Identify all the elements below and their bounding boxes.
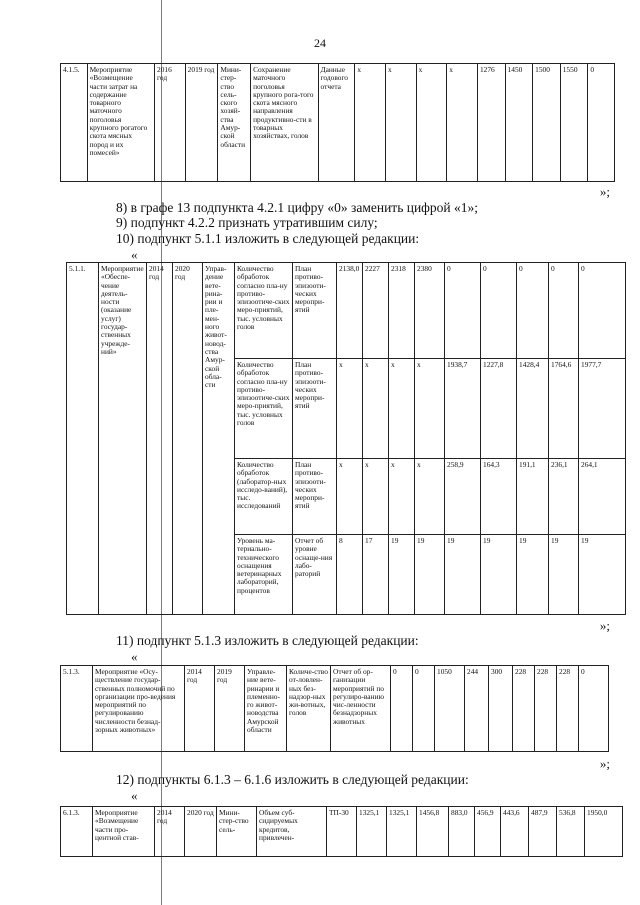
start-year: 2014 год bbox=[185, 666, 215, 752]
value-cell: x bbox=[415, 459, 445, 535]
event-name: Мероприятие «Возмещение части про-центной став- bbox=[93, 807, 155, 857]
value-cell: x bbox=[416, 64, 447, 182]
instruction-10: 10) подпункт 5.1.1 изложить в следующей редакции: bbox=[116, 231, 420, 246]
value-cell: 8 bbox=[337, 535, 363, 615]
value-cell: 2138,0 bbox=[337, 263, 363, 359]
row-number: 6.1.3. bbox=[61, 807, 93, 857]
value-cell: 17 bbox=[363, 535, 389, 615]
closing-quote: »; bbox=[599, 184, 610, 199]
value-cell: 2380 bbox=[415, 263, 445, 359]
value-cell: 2227 bbox=[363, 263, 389, 359]
value-cell: x bbox=[389, 459, 415, 535]
start-year: 2014 год bbox=[147, 263, 173, 615]
value-cell: 0 bbox=[549, 263, 579, 359]
value-cell: 191,1 bbox=[517, 459, 549, 535]
value-cell: x bbox=[337, 459, 363, 535]
value-cell: 19 bbox=[415, 535, 445, 615]
value-cell: 883,0 bbox=[449, 807, 475, 857]
value-cell: 0 bbox=[517, 263, 549, 359]
executor: Управле-ние вете-ринарии и племенно-го живот-новодства Амурской области bbox=[245, 666, 287, 752]
indicator: Количество обработок согласно пла-ну противо-эпизоотиче-ских меро-приятий, тыс. условных голов bbox=[235, 359, 293, 459]
value-cell: 1500 bbox=[533, 64, 561, 182]
value-cell: x bbox=[337, 359, 363, 459]
value-cell: 164,3 bbox=[481, 459, 517, 535]
end-year: 2020 год bbox=[185, 807, 217, 857]
value-cell: x bbox=[355, 64, 386, 182]
value-cell: 19 bbox=[481, 535, 517, 615]
row-number: 5.1.1. bbox=[67, 263, 99, 615]
value-cell: x bbox=[415, 359, 445, 459]
closing-quote: »; bbox=[599, 618, 610, 633]
value-cell: 1550 bbox=[560, 64, 588, 182]
value-cell: 0 bbox=[391, 666, 413, 752]
opening-quote: « bbox=[131, 247, 138, 262]
value-cell: 19 bbox=[445, 535, 481, 615]
value-cell: 1325,1 bbox=[387, 807, 417, 857]
value-cell: 2318 bbox=[389, 263, 415, 359]
event-name: Мероприятие «Осу-ществление государ-ственных полномочий по организации про-ведения мероприятий по регулированию численности безнад-зорных животных» bbox=[93, 666, 185, 752]
value-cell: 1764,6 bbox=[549, 359, 579, 459]
indicator: Количе-ство от-ловлен-ных без-надзор-ных жи-вотных, голов bbox=[287, 666, 331, 752]
closing-quote: »; bbox=[599, 756, 610, 771]
instruction-12: 12) подпункты 6.1.3 – 6.1.6 изложить в следующей редакции: bbox=[116, 772, 469, 787]
indicator: Количество обработок (лаборатор-ных исследо-ваний), тыс. исследований bbox=[235, 459, 293, 535]
start-year: 2014 год bbox=[155, 807, 185, 857]
value-cell: 0 bbox=[413, 666, 435, 752]
executor: Мини-стер-ство сель-ского хозяй-ства Амур-ской области bbox=[218, 64, 251, 182]
page-number: 24 bbox=[314, 36, 326, 50]
data-source: План противо-эпизооти-ческих меропри-ятий bbox=[293, 459, 337, 535]
instruction-9: 9) подпункт 4.2.2 признать утратившим силу; bbox=[116, 215, 378, 230]
value-cell: x bbox=[385, 64, 416, 182]
value-cell: 0 bbox=[579, 263, 626, 359]
indicator: Количество обработок согласно пла-ну противо-эпизоотиче-ских меро-приятий, тыс. условных голов bbox=[235, 263, 293, 359]
value-cell: 258,9 bbox=[445, 459, 481, 535]
end-year: 2019 год bbox=[185, 64, 218, 182]
value-cell: 19 bbox=[579, 535, 626, 615]
value-cell: x bbox=[363, 359, 389, 459]
value-cell: x bbox=[389, 359, 415, 459]
value-cell: 1227,8 bbox=[481, 359, 517, 459]
row-number: 5.1.3. bbox=[61, 666, 93, 752]
executor: Мини-стер-ство сель- bbox=[217, 807, 257, 857]
value-cell: 19 bbox=[517, 535, 549, 615]
value-cell: 1450 bbox=[505, 64, 533, 182]
value-cell: 300 bbox=[489, 666, 513, 752]
value-cell: 536,8 bbox=[557, 807, 585, 857]
data-source: План противо-эпизооти-ческих меропри-ятий bbox=[293, 359, 337, 459]
value-cell: x bbox=[447, 64, 478, 182]
value-cell: 1950,0 bbox=[585, 807, 623, 857]
value-cell: 228 bbox=[557, 666, 579, 752]
end-year: 2020 год bbox=[173, 263, 203, 615]
value-cell: 1050 bbox=[435, 666, 465, 752]
value-cell: x bbox=[363, 459, 389, 535]
table-6-1-3 bbox=[60, 806, 623, 857]
table-4-1-5 bbox=[60, 63, 615, 182]
opening-quote: « bbox=[131, 788, 138, 803]
opening-quote: « bbox=[131, 649, 138, 664]
end-year: 2019 год bbox=[215, 666, 245, 752]
start-year: 2016 год bbox=[155, 64, 186, 182]
value-cell: 236,1 bbox=[549, 459, 579, 535]
value-cell: 1938,7 bbox=[445, 359, 481, 459]
data-source: Данные годового отчета bbox=[318, 64, 355, 182]
value-cell: 0 bbox=[481, 263, 517, 359]
value-cell: 1456,8 bbox=[417, 807, 449, 857]
value-cell: 1276 bbox=[477, 64, 505, 182]
instruction-8: 8) в графе 13 подпункта 4.2.1 цифру «0» заменить цифрой «1»; bbox=[116, 200, 479, 215]
table-5-1-3 bbox=[60, 665, 609, 752]
executor: Управ-дение вете-рина-рии и пле-мен-ного живот-новод-ства Амур-ской обла-сти bbox=[203, 263, 235, 615]
value-cell: 264,1 bbox=[579, 459, 626, 535]
value-cell: 19 bbox=[389, 535, 415, 615]
row-number: 4.1.5. bbox=[61, 64, 88, 182]
indicator: Уровень ма-териально-технического оснащения ветеринарных лабораторий, процентов bbox=[235, 535, 293, 615]
instruction-11: 11) подпункт 5.1.3 изложить в следующей редакции: bbox=[116, 633, 419, 648]
value-cell: 19 bbox=[549, 535, 579, 615]
value-cell: 228 bbox=[513, 666, 535, 752]
value-cell: 228 bbox=[535, 666, 557, 752]
value-cell: 1325,1 bbox=[357, 807, 387, 857]
value-cell: 0 bbox=[445, 263, 481, 359]
indicator: Сохранение маточного поголовья крупного рога-того скота мясного направления продуктивно-сти в товарных хозяйствах, голов bbox=[251, 64, 318, 182]
value-cell: 1977,7 bbox=[579, 359, 626, 459]
table-5-1-1 bbox=[66, 262, 626, 615]
value-cell: 0 bbox=[588, 64, 615, 182]
value-cell: 443,6 bbox=[501, 807, 529, 857]
data-source: Отчет об уровне оснаще-ния лабо-раторий bbox=[293, 535, 337, 615]
event-name: Мероприятие «Возмещение части затрат на содержание товарного маточного поголовья крупного рогатого скота мясных пород и их помесей» bbox=[87, 64, 154, 182]
data-source: ТП-30 bbox=[327, 807, 357, 857]
value-cell: 244 bbox=[465, 666, 489, 752]
value-cell: 456,9 bbox=[475, 807, 501, 857]
value-cell: 0 bbox=[579, 666, 609, 752]
value-cell: 1428,4 bbox=[517, 359, 549, 459]
value-cell: 487,9 bbox=[529, 807, 557, 857]
event-name: Мероприятие «Обеспе-чение деятель-ности (оказание услуг) государ-ственных учрежде-ний» bbox=[99, 263, 147, 615]
data-source: Отчет об ор-ганизации мероприятий по регулиро-ванию чис-ленности безнадзорных животных bbox=[331, 666, 391, 752]
data-source: План противо-эпизооти-ческих меропри-ятий bbox=[293, 263, 337, 359]
indicator: Объем суб-сидируемых кредитов, привлечен- bbox=[257, 807, 327, 857]
